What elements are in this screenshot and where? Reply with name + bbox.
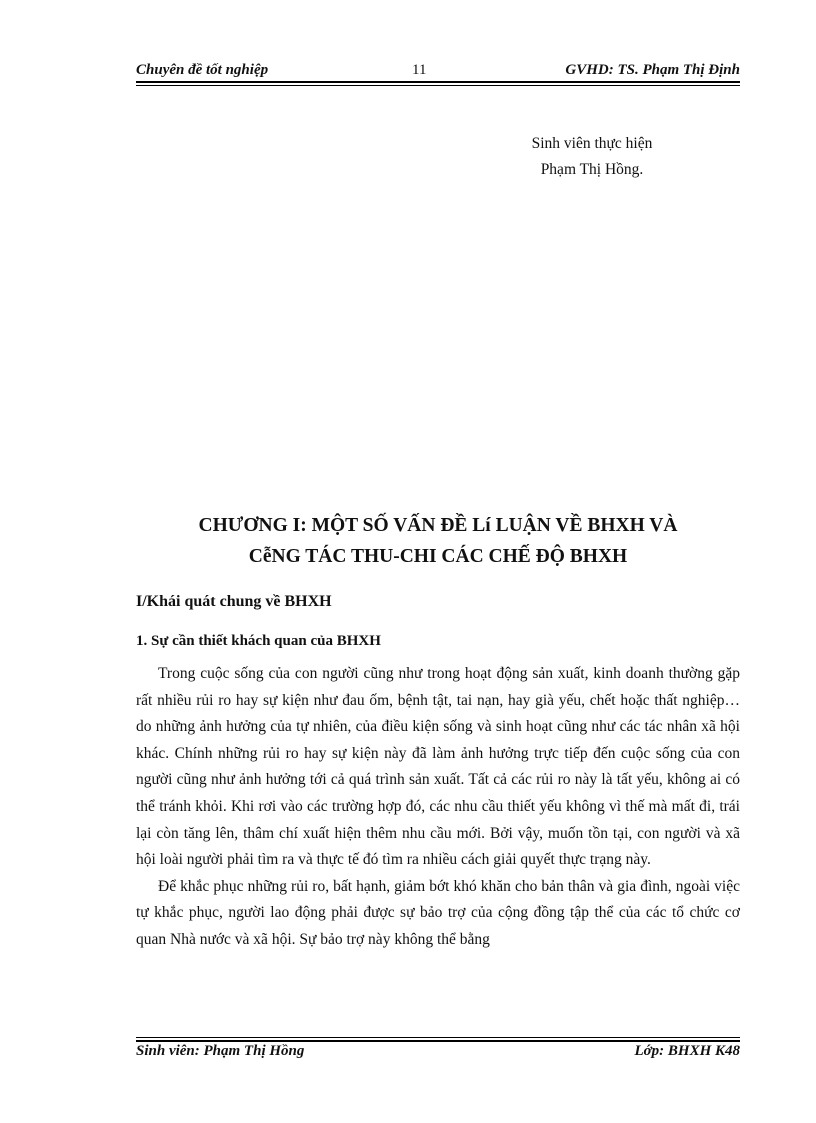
- header-page-number: 11: [412, 62, 427, 78]
- chapter-title-line-1: CHƯƠNG I: MỘT SỐ VẤN ĐỀ Lí LUẬN VỀ BHXH VÀ: [198, 515, 678, 536]
- footer-class: Lớp: BHXH K48: [634, 1043, 740, 1059]
- chapter-title-line-2: CễNG TÁC THU-CHI CÁC CHẾ ĐỘ BHXH: [248, 546, 628, 567]
- paragraph-2: Để khắc phục những rủi ro, bất hạnh, giảm bớt khó khăn cho bản thân và gia đình, ngoài việc tự khắc phục, người lao động phải được sự bảo trợ của cộng đồng tập thể của các tổ chức cơ quan Nhà nước và xã hội. Sự bảo trợ này không thể bằng: [136, 877, 740, 948]
- header-supervisor: GVHD: TS. Phạm Thị Định: [565, 62, 740, 78]
- header-document-type: Chuyên đề tốt nghiệp: [136, 62, 269, 78]
- footer-rule-thick: [136, 1040, 740, 1042]
- signature-role: Sinh viên thực hiện: [531, 135, 653, 152]
- subsection-heading: 1. Sự cần thiết khách quan của BHXH: [136, 633, 381, 649]
- header-rule-thick: [136, 81, 740, 83]
- body-text: [136, 661, 740, 954]
- paragraph-1: Trong cuộc sống của con người cũng như trong hoạt động sản xuất, kinh doanh thường gặp rất nhiều rủi ro hay sự kiện như đau ốm, bệnh tật, tai nạn, hay già yếu, chết hoặc thất nghiệp… do những ảnh hưởng của tự nhiên, của điều kiện sống và sinh hoạt cũng như các tác nhân xã hội khác. Chính những rủi ro hay sự kiện này đã làm ảnh hưởng trực tiếp đến cuộc sống của con người cũng như ảnh hưởng tới cả quá trình sản xuất. Tất cả các rủi ro này là tất yếu, không ai có thể tránh khỏi. Khi rơi vào các trường hợp đó, các nhu cầu thiết yếu không vì thế mà mất đi, trái lại còn tăng lên, thâm chí xuất hiện thêm nhu cầu mới. Bởi vậy, muốn tồn tại, con người và xã hội loài người phải tìm ra và thực tế đó tìm ra nhiều cách giải quyết thực trạng này.: [136, 665, 740, 869]
- footer-rule-thin: [136, 1037, 740, 1038]
- section-heading: I/Khái quát chung về BHXH: [136, 593, 332, 610]
- header-rule-thin: [136, 85, 740, 86]
- chapter-title: [136, 510, 740, 572]
- signature-name: Phạm Thị Hồng.: [540, 161, 644, 178]
- student-signature-block: [500, 131, 684, 183]
- footer-student: Sinh viên: Phạm Thị Hồng: [136, 1043, 305, 1059]
